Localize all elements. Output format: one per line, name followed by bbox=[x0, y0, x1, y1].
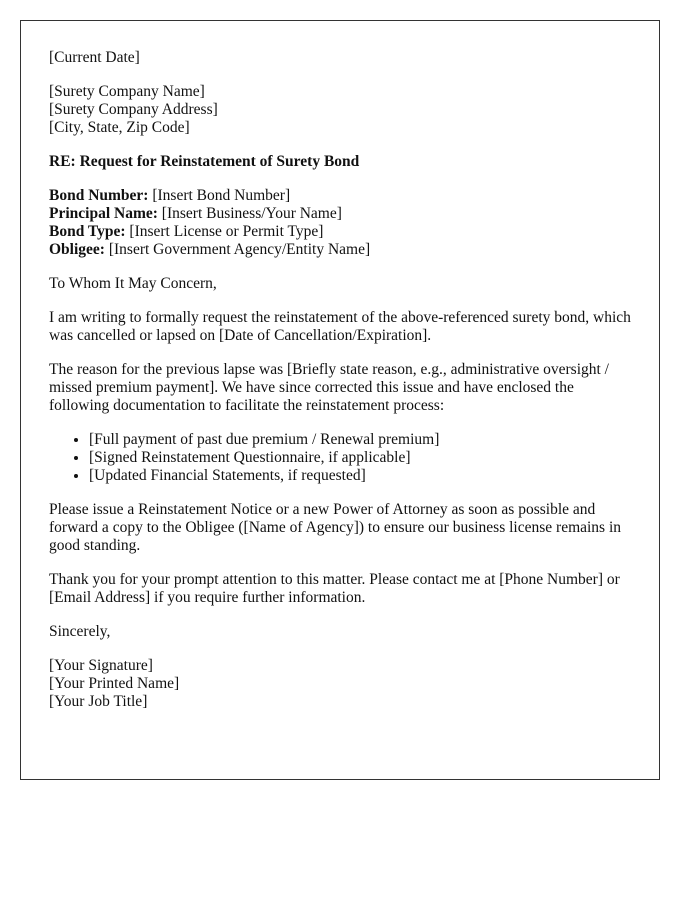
bond-number-row bbox=[49, 187, 631, 205]
enclosures-list bbox=[49, 431, 631, 485]
body-paragraph-request: I am writing to formally request the reinstatement of the above-referenced surety bond, which was cancelled or lapsed on [Date of Cancellation/Expiration]. bbox=[49, 309, 631, 344]
date-block bbox=[49, 49, 631, 67]
principal-name-value: [Insert Business/Your Name] bbox=[157, 205, 342, 222]
obligee-label: Obligee: bbox=[49, 241, 105, 258]
recipient-address-block bbox=[49, 83, 631, 137]
bond-type-label: Bond Type: bbox=[49, 223, 126, 240]
body-paragraph-reason: The reason for the previous lapse was [Briefly state reason, e.g., administrative oversight / missed premium payment]. We have since corrected this issue and have enclosed the following documentation to facilitate the reinstatement process: bbox=[49, 361, 609, 414]
current-date: [Current Date] bbox=[49, 49, 140, 66]
bond-type-value: [Insert License or Permit Type] bbox=[125, 223, 324, 240]
enclosure-item: • [Updated Financial Statements, if requested] bbox=[89, 467, 631, 485]
bond-type-row bbox=[49, 223, 631, 241]
signature-block bbox=[49, 657, 631, 711]
recipient-name: [Surety Company Name] bbox=[49, 83, 205, 100]
bond-number-label: Bond Number: bbox=[49, 187, 149, 204]
obligee-value: [Insert Government Agency/Entity Name] bbox=[104, 241, 371, 258]
bond-details-block bbox=[49, 187, 631, 259]
printed-name: [Your Printed Name] bbox=[49, 675, 180, 692]
letter-document bbox=[20, 20, 660, 780]
obligee-row bbox=[49, 241, 631, 259]
enclosure-item: • [Signed Reinstatement Questionnaire, if applicable] bbox=[89, 449, 631, 467]
signature-placeholder: [Your Signature] bbox=[49, 657, 153, 674]
principal-name-row bbox=[49, 205, 631, 223]
salutation: To Whom It May Concern, bbox=[49, 275, 217, 292]
body-paragraph-action: Please issue a Reinstatement Notice or a new Power of Attorney as soon as possible and forward a copy to the Obligee ([Name of Agency]) to ensure our business license remains in good standing. bbox=[49, 501, 622, 554]
subject-line: RE: Request for Reinstatement of Surety Bond bbox=[49, 153, 360, 170]
closing: Sincerely, bbox=[49, 623, 111, 640]
subject-block bbox=[49, 153, 631, 171]
body-paragraph-contact: Thank you for your prompt attention to this matter. Please contact me at [Phone Number] or [Email Address] if you require further information. bbox=[49, 571, 620, 606]
bond-number-value: [Insert Bond Number] bbox=[148, 187, 291, 204]
recipient-city-state-zip: [City, State, Zip Code] bbox=[49, 119, 190, 136]
recipient-address: [Surety Company Address] bbox=[49, 101, 218, 118]
principal-name-label: Principal Name: bbox=[49, 205, 158, 222]
enclosure-item: • [Full payment of past due premium / Renewal premium] bbox=[89, 431, 631, 449]
job-title: [Your Job Title] bbox=[49, 693, 148, 710]
